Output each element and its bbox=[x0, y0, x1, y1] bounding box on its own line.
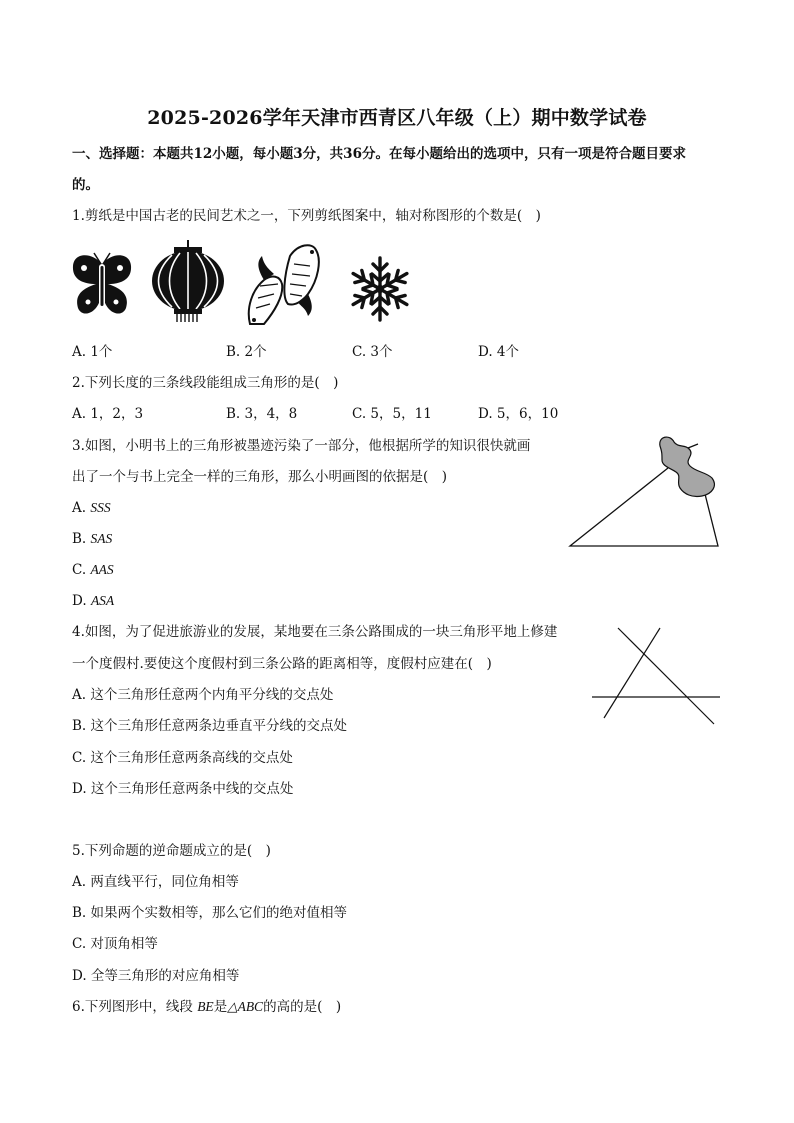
q3-option-b-letter: B. bbox=[72, 531, 91, 547]
question-2-stem: 2.下列长度的三条线段能组成三角形的是( ) bbox=[72, 375, 339, 391]
q2-option-c[interactable]: C. 5，5，11 bbox=[352, 406, 432, 422]
question-3-stem-line2: 出了一个与书上完全一样的三角形，那么小明画图的依据是( ) bbox=[72, 469, 448, 485]
question-6-stem-suffix: 的高的是( ) bbox=[263, 999, 342, 1015]
q3-option-a-value: SSS bbox=[90, 500, 111, 515]
question-4-stem-line2: 一个度假村.要使这个度假村到三条公路的距离相等，度假村应建在( ) bbox=[72, 656, 492, 672]
q3-option-c-letter: C. bbox=[72, 562, 91, 578]
q3-option-d[interactable] bbox=[72, 592, 114, 610]
q5-option-c[interactable]: C. 对顶角相等 bbox=[72, 936, 158, 952]
section-heading bbox=[72, 145, 686, 163]
page-title: 2025-2026学年天津市西青区八年级（上）期中数学试卷 bbox=[147, 107, 647, 129]
question-6-stem-middle: 是 bbox=[213, 999, 228, 1015]
q1-option-c[interactable]: C. 3个 bbox=[352, 344, 393, 360]
q3-option-d-letter: D. bbox=[72, 593, 91, 609]
butterfly-paper-cut-image bbox=[70, 250, 134, 320]
segment-be: BE bbox=[197, 999, 214, 1014]
question-1-stem: 1.剪纸是中国古老的民间艺术之一，下列剪纸图案中，轴对称图形的个数是( ) bbox=[72, 208, 541, 224]
q3-option-a[interactable] bbox=[72, 499, 111, 517]
q1-option-a[interactable]: A. 1个 bbox=[72, 344, 113, 360]
q5-option-d[interactable]: D. 全等三角形的对应角相等 bbox=[72, 968, 240, 984]
q3-option-c[interactable] bbox=[72, 561, 114, 579]
question-6-stem-prefix: 6.下列图形中，线段 bbox=[72, 999, 193, 1015]
q3-option-d-value: ASA bbox=[90, 593, 115, 608]
lantern-paper-cut-image bbox=[150, 240, 226, 322]
section-heading-line2: 的。 bbox=[72, 177, 99, 193]
q2-option-d[interactable]: D. 5，6，10 bbox=[478, 406, 559, 422]
section-heading-line1: 一、选择题：本题共12小题，每小题3分，共36分。在每小题给出的选项中，只有一项是符合题目要求 bbox=[72, 146, 686, 162]
koi-fish-paper-cut-image bbox=[242, 236, 328, 328]
stained-triangle-figure bbox=[562, 432, 726, 552]
snowflake-paper-cut-image bbox=[346, 255, 414, 323]
q4-option-d[interactable]: D. 这个三角形任意两条中线的交点处 bbox=[72, 781, 294, 797]
question-3-stem-line1: 3.如图，小明书上的三角形被墨迹污染了一部分，他根据所学的知识很快就画 bbox=[72, 438, 531, 454]
q3-option-c-value: AAS bbox=[90, 562, 114, 577]
q3-option-a-letter: A. bbox=[72, 500, 91, 516]
q2-option-b[interactable]: B. 3，4，8 bbox=[226, 406, 298, 422]
q3-option-b-value: SAS bbox=[90, 531, 113, 546]
q4-option-c[interactable]: C. 这个三角形任意两条高线的交点处 bbox=[72, 750, 293, 766]
q4-option-b[interactable]: B. 这个三角形任意两条边垂直平分线的交点处 bbox=[72, 718, 348, 734]
question-5-stem: 5.下列命题的逆命题成立的是( ) bbox=[72, 843, 271, 859]
q5-option-b[interactable]: B. 如果两个实数相等，那么它们的绝对值相等 bbox=[72, 905, 348, 921]
question-6-stem bbox=[72, 998, 341, 1016]
three-roads-figure bbox=[590, 624, 722, 724]
question-4-stem-line1: 4.如图，为了促进旅游业的发展，某地要在三条公路围成的一块三角形平地上修建 bbox=[72, 624, 558, 640]
q4-option-a[interactable]: A. 这个三角形任意两个内角平分线的交点处 bbox=[72, 687, 334, 703]
q1-option-b[interactable]: B. 2个 bbox=[226, 344, 267, 360]
q1-option-d[interactable]: D. 4个 bbox=[478, 344, 520, 360]
q5-option-a[interactable]: A. 两直线平行，同位角相等 bbox=[72, 874, 239, 890]
triangle-abc: △ABC bbox=[227, 999, 264, 1014]
q3-option-b[interactable] bbox=[72, 530, 112, 548]
q2-option-a[interactable]: A. 1，2，3 bbox=[72, 406, 144, 422]
